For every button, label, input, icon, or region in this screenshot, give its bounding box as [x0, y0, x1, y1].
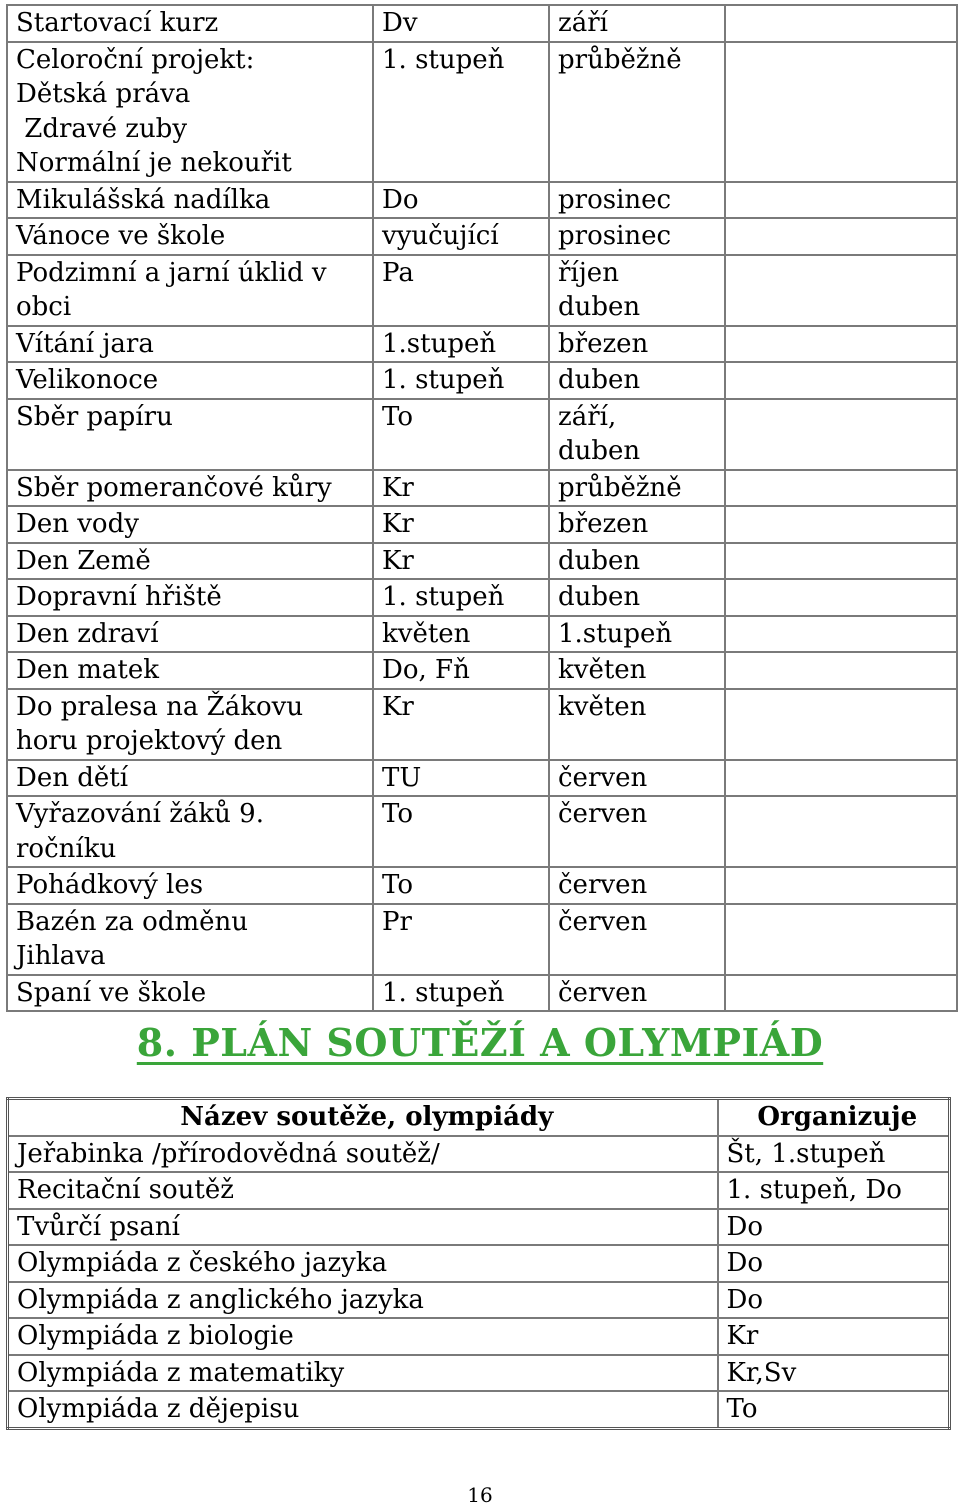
event-responsible	[373, 506, 549, 543]
event-name	[7, 867, 373, 904]
event-responsible-line: 1. stupeň	[382, 977, 505, 1008]
event-row	[7, 904, 957, 975]
event-name-line: obci	[16, 292, 72, 322]
event-responsible-line: To	[382, 799, 413, 829]
event-date	[549, 506, 725, 543]
event-name	[7, 326, 373, 363]
event-responsible	[373, 182, 549, 219]
event-responsible	[373, 579, 549, 616]
event-date-line: průběžně	[558, 44, 682, 75]
event-name-line: Pohádkový les	[16, 870, 204, 900]
event-date-line: duben	[558, 582, 641, 612]
event-responsible	[373, 904, 549, 975]
event-name	[7, 255, 373, 326]
event-date-line: duben	[558, 545, 641, 576]
event-date	[549, 470, 725, 507]
event-responsible-line: Kr	[382, 691, 414, 722]
event-responsible	[373, 652, 549, 689]
event-name-line: Vítání jara	[16, 328, 154, 359]
event-date-line: duben	[558, 292, 641, 322]
event-name	[7, 904, 373, 975]
event-name-line: Den dětí	[16, 762, 129, 793]
event-row	[7, 5, 957, 42]
olympiad-row	[8, 1136, 950, 1173]
event-responsible-line: Kr	[382, 509, 414, 539]
event-name-line: Velikonoce	[16, 365, 159, 395]
event-responsible-line: květen	[382, 618, 471, 649]
event-responsible	[373, 255, 549, 326]
event-date-line: říjen	[558, 257, 619, 288]
event-responsible	[373, 399, 549, 470]
event-date	[549, 362, 725, 399]
event-row	[7, 579, 957, 616]
event-responsible-line: Pr	[382, 906, 412, 937]
event-name	[7, 579, 373, 616]
event-name	[7, 218, 373, 255]
event-responsible-line: 1. stupeň	[382, 582, 505, 612]
event-date	[549, 326, 725, 363]
olympiad-name: Olympiáda z biologie	[8, 1318, 718, 1355]
event-date-line: září,	[558, 401, 617, 432]
page-number: 16	[467, 1483, 493, 1507]
event-name	[7, 543, 373, 580]
olympiad-row	[8, 1355, 950, 1392]
event-row	[7, 652, 957, 689]
event-date-line: duben	[558, 365, 641, 395]
event-date-line: 1.stupeň	[558, 618, 673, 649]
event-date	[549, 579, 725, 616]
event-responsible-line: Do, Fň	[382, 655, 470, 685]
event-name	[7, 470, 373, 507]
event-responsible	[373, 796, 549, 867]
event-date-line: září	[558, 8, 608, 38]
event-date-line: červen	[558, 906, 648, 937]
event-row	[7, 506, 957, 543]
event-empty-cell	[725, 867, 957, 904]
event-name-line: Den matek	[16, 655, 159, 685]
event-row	[7, 362, 957, 399]
event-responsible	[373, 326, 549, 363]
olympiad-name: Olympiáda z dějepisu	[8, 1391, 718, 1428]
event-date	[549, 904, 725, 975]
event-name-line: Den vody	[16, 509, 139, 539]
event-row	[7, 543, 957, 580]
event-row	[7, 616, 957, 653]
event-responsible	[373, 975, 549, 1012]
event-name-line: Do pralesa na Žákovu	[16, 691, 304, 722]
event-responsible-line: Kr	[382, 472, 414, 503]
event-empty-cell	[725, 255, 957, 326]
event-responsible-line: 1.stupeň	[382, 328, 497, 359]
event-empty-cell	[725, 543, 957, 580]
event-empty-cell	[725, 506, 957, 543]
event-date	[549, 867, 725, 904]
event-date-line: červen	[558, 762, 648, 793]
event-date-line: červen	[558, 977, 648, 1008]
event-responsible	[373, 5, 549, 42]
event-date	[549, 760, 725, 797]
event-empty-cell	[725, 652, 957, 689]
olympiad-row	[8, 1282, 950, 1319]
olympiad-name: Olympiáda z českého jazyka	[8, 1245, 718, 1282]
event-responsible	[373, 362, 549, 399]
event-name-line: Sběr pomerančové kůry	[16, 472, 332, 503]
event-name-line: Podzimní a jarní úklid v	[16, 257, 327, 288]
event-date	[549, 975, 725, 1012]
event-date-line: průběžně	[558, 472, 682, 503]
section-heading	[0, 1020, 960, 1065]
header-competition-name: Název soutěže, olympiády	[8, 1099, 718, 1136]
olympiads-table-body	[8, 1136, 950, 1429]
event-name-line: Dopravní hřiště	[16, 582, 222, 612]
event-row	[7, 182, 957, 219]
event-row	[7, 218, 957, 255]
event-date	[549, 796, 725, 867]
olympiad-organizer: Št, 1.stupeň	[718, 1136, 950, 1173]
event-empty-cell	[725, 579, 957, 616]
olympiad-organizer: Kr	[718, 1318, 950, 1355]
event-name	[7, 362, 373, 399]
olympiad-row	[8, 1172, 950, 1209]
event-row	[7, 796, 957, 867]
event-empty-cell	[725, 5, 957, 42]
event-name	[7, 506, 373, 543]
event-empty-cell	[725, 399, 957, 470]
event-name	[7, 399, 373, 470]
event-name-line: Zdravé zuby	[16, 113, 188, 144]
event-date-line: prosinec	[558, 184, 672, 215]
event-date	[549, 182, 725, 219]
event-empty-cell	[725, 182, 957, 219]
events-table	[6, 4, 958, 1012]
event-responsible	[373, 616, 549, 653]
event-responsible-line: vyučující	[382, 221, 499, 251]
event-empty-cell	[725, 904, 957, 975]
olympiad-organizer: 1. stupeň, Do	[718, 1172, 950, 1209]
olympiad-row	[8, 1245, 950, 1282]
event-name	[7, 975, 373, 1012]
event-date	[549, 42, 725, 182]
event-date	[549, 255, 725, 326]
event-row	[7, 399, 957, 470]
event-row	[7, 42, 957, 182]
event-empty-cell	[725, 218, 957, 255]
event-date-line: červen	[558, 799, 648, 829]
event-date	[549, 5, 725, 42]
event-empty-cell	[725, 689, 957, 760]
section-title: 8. PLÁN SOUTĚŽÍ A OLYMPIÁD	[136, 1020, 824, 1065]
event-date	[549, 616, 725, 653]
event-responsible-line: 1. stupeň	[382, 365, 505, 395]
event-date	[549, 218, 725, 255]
events-table-body	[7, 5, 957, 1011]
event-responsible-line: Kr	[382, 545, 414, 576]
event-date	[549, 399, 725, 470]
event-empty-cell	[725, 796, 957, 867]
olympiads-table	[6, 1097, 951, 1430]
olympiad-name: Olympiáda z matematiky	[8, 1355, 718, 1392]
event-name	[7, 652, 373, 689]
event-date-line: květen	[558, 655, 647, 685]
event-responsible	[373, 42, 549, 182]
event-name-line: Normální je nekouřit	[16, 148, 292, 178]
event-name	[7, 796, 373, 867]
event-responsible-line: Do	[382, 184, 419, 215]
event-empty-cell	[725, 470, 957, 507]
event-name	[7, 616, 373, 653]
event-responsible	[373, 470, 549, 507]
event-responsible	[373, 760, 549, 797]
event-date-line: červen	[558, 870, 648, 900]
olympiad-row	[8, 1391, 950, 1428]
event-name-line: Spaní ve škole	[16, 977, 207, 1008]
event-name-line: Bazén za odměnu	[16, 906, 248, 937]
event-name-line: Mikulášská nadílka	[16, 184, 271, 215]
event-name	[7, 42, 373, 182]
event-name-line: ročníku	[16, 833, 117, 864]
event-responsible	[373, 543, 549, 580]
event-responsible-line: 1. stupeň	[382, 44, 505, 75]
event-empty-cell	[725, 975, 957, 1012]
event-name	[7, 689, 373, 760]
event-name-line: Den Země	[16, 545, 151, 576]
event-date-line: březen	[558, 509, 649, 539]
event-name-line: horu projektový den	[16, 726, 283, 756]
event-row	[7, 975, 957, 1012]
olympiads-header-row	[8, 1099, 950, 1136]
event-responsible-line: To	[382, 401, 413, 432]
event-row	[7, 689, 957, 760]
event-responsible-line: Dv	[382, 8, 418, 38]
event-date	[549, 543, 725, 580]
event-empty-cell	[725, 760, 957, 797]
olympiad-organizer: Do	[718, 1209, 950, 1246]
event-date-line: březen	[558, 328, 649, 359]
header-organizer: Organizuje	[718, 1099, 950, 1136]
event-empty-cell	[725, 42, 957, 182]
event-date	[549, 689, 725, 760]
olympiad-name: Olympiáda z anglického jazyka	[8, 1282, 718, 1319]
olympiad-organizer: To	[718, 1391, 950, 1428]
event-row	[7, 326, 957, 363]
event-row	[7, 867, 957, 904]
event-name-line: Dětská práva	[16, 79, 191, 109]
event-responsible	[373, 218, 549, 255]
event-responsible-line: To	[382, 870, 413, 900]
olympiad-name: Tvůrčí psaní	[8, 1209, 718, 1246]
event-name	[7, 5, 373, 42]
event-responsible	[373, 867, 549, 904]
event-name-line: Startovací kurz	[16, 8, 219, 38]
olympiad-row	[8, 1209, 950, 1246]
event-name-line: Den zdraví	[16, 618, 159, 649]
event-date	[549, 652, 725, 689]
event-name-line: Vánoce ve škole	[16, 221, 226, 251]
olympiad-row	[8, 1318, 950, 1355]
event-name	[7, 182, 373, 219]
event-name-line: Jihlava	[16, 941, 106, 971]
event-empty-cell	[725, 362, 957, 399]
event-responsible-line: Pa	[382, 257, 414, 288]
event-name	[7, 760, 373, 797]
event-date-line: duben	[558, 436, 641, 466]
olympiad-organizer: Do	[718, 1245, 950, 1282]
event-row	[7, 470, 957, 507]
event-row	[7, 255, 957, 326]
event-date-line: květen	[558, 691, 647, 722]
event-responsible	[373, 689, 549, 760]
event-name-line: Celoroční projekt:	[16, 44, 255, 75]
olympiad-name: Recitační soutěž	[8, 1172, 718, 1209]
olympiad-name: Jeřabinka /přírodovědná soutěž/	[8, 1136, 718, 1173]
event-empty-cell	[725, 326, 957, 363]
olympiad-organizer: Do	[718, 1282, 950, 1319]
event-name-line: Sběr papíru	[16, 401, 173, 432]
event-date-line: prosinec	[558, 221, 672, 251]
event-name-line: Vyřazování žáků 9.	[16, 799, 264, 829]
event-responsible-line: TU	[382, 762, 422, 793]
event-empty-cell	[725, 616, 957, 653]
event-row	[7, 760, 957, 797]
olympiad-organizer: Kr,Sv	[718, 1355, 950, 1392]
